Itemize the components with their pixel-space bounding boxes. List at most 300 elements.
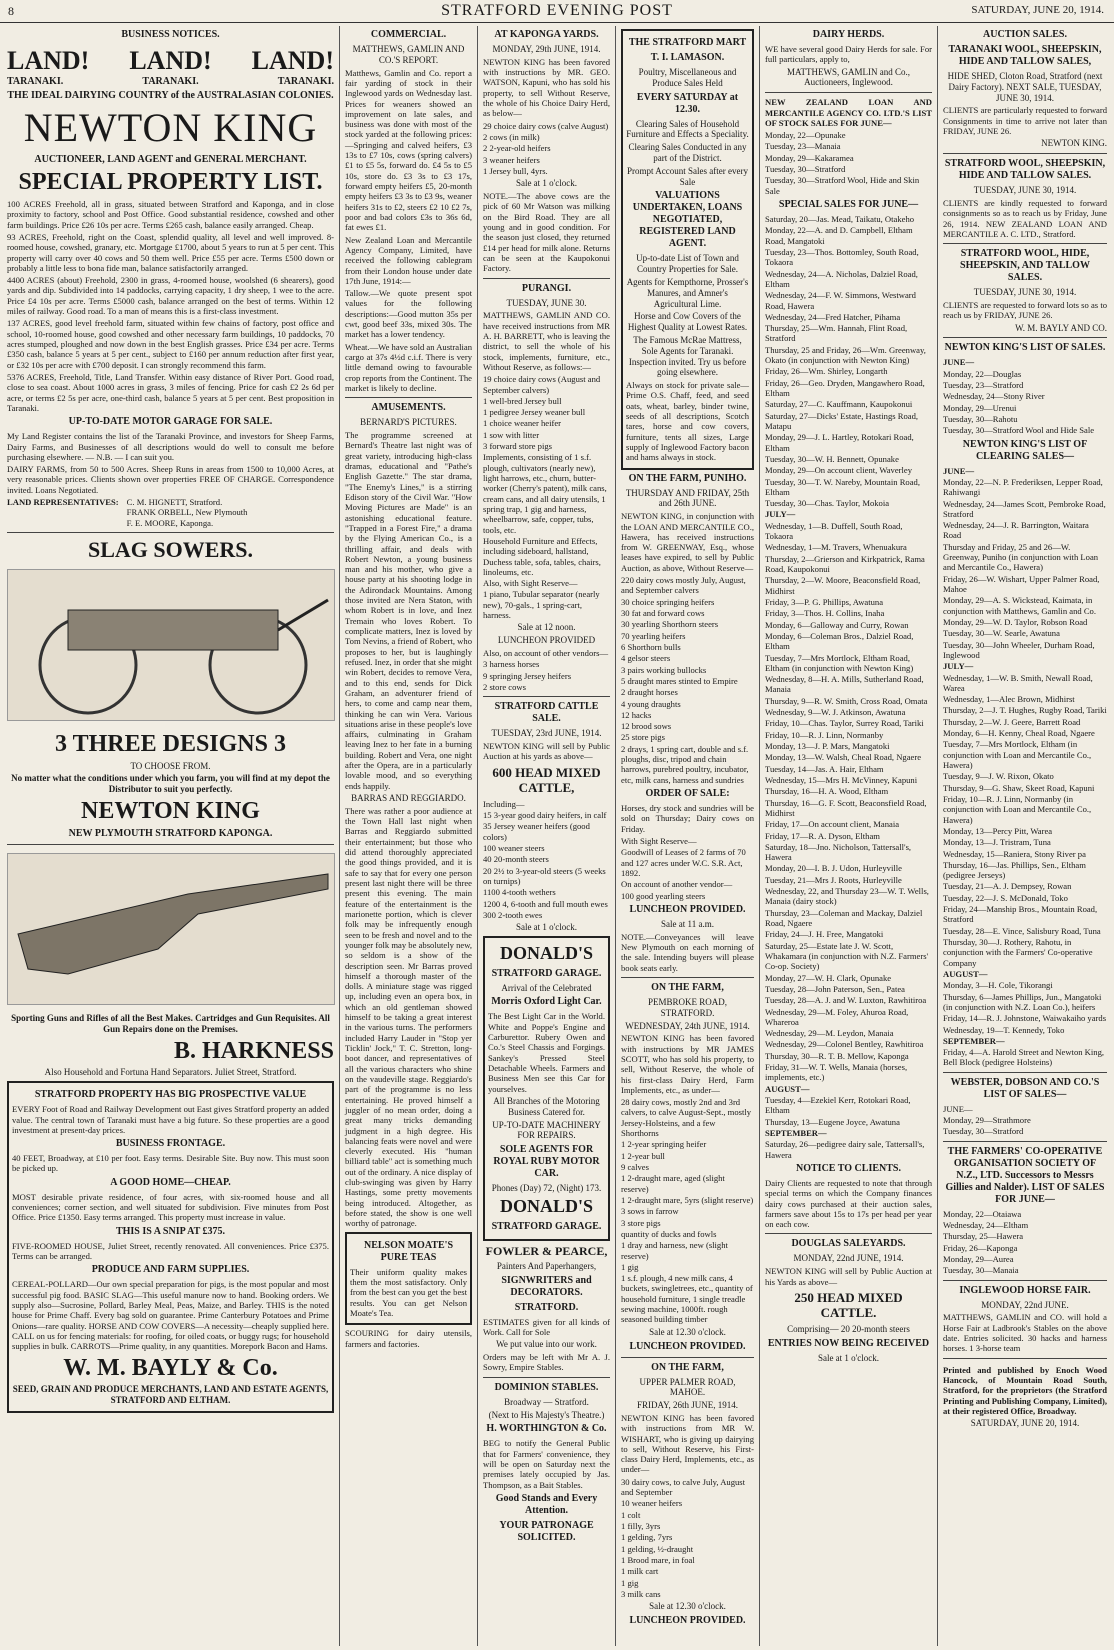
list-item: Friday, 24—J. H. Free, Mangatoki xyxy=(765,929,884,940)
list-item: Tuesday, 30—Stratford Wool, Hide and Skin Sale xyxy=(765,175,920,196)
list-item: Thursday, 6—James Phillips, Jun., Mangatoki (in conjunction with N.Z. Loan Co.), heifers xyxy=(943,991,1102,1012)
list-item: 2 2-year-old heifers xyxy=(483,143,551,154)
column-commercial xyxy=(340,26,478,1646)
sale-date: TUESDAY, 23rd JUNE, 1914. xyxy=(491,728,602,739)
list-item: 1 gig xyxy=(621,1577,639,1588)
list-item: 3 harness horses xyxy=(483,659,540,670)
list-item: 1 pedigree Jersey weaner bull xyxy=(483,407,586,418)
list-item: 12 brood sows xyxy=(621,721,672,732)
month-label: AUGUST— xyxy=(765,1083,810,1094)
good-text: Good Stands and Every Attention. xyxy=(495,1492,598,1516)
list-item: Tuesday, 30—T. W. Nareby, Mountain Road, Eltham xyxy=(765,476,920,497)
list-item: Friday, 31—W. T. Wells, Manaia (horses, implements, etc.) xyxy=(765,1062,908,1083)
list-item: 20 2½ to 3-year-old steers (5 weeks on turnips) xyxy=(483,865,606,887)
paragraph: NEWTON KING has been favored with instructions from MR W. WISHART, who is giving up dairying to sell, Without Reserve, his First-class Dairy Herd, Implements, etc., as under— xyxy=(621,1412,754,1475)
taranaki-word: TARANAKI. xyxy=(277,76,334,88)
land-banner xyxy=(7,45,334,76)
list-item: Wednesday, 29—M. Foley, Ahuroa Road, Whareroa xyxy=(765,1006,909,1027)
list-item: Thursday, 9—G. Shaw, Skeet Road, Kapuni xyxy=(943,782,1095,793)
month-label: JULY— xyxy=(765,509,796,520)
paragraph: MATTHEWS, GAMLIN AND CO. have received instructions from MR A. H. BARRETT, who is leaving the district, to sell the whole of his stock, implements, furniture, etc., Without Reserve, as follows:— xyxy=(483,310,610,372)
list-item: Friday, 3—Thos. H. Collins, Inaha xyxy=(765,608,885,619)
list-item: 1 milk cart xyxy=(621,1566,659,1577)
land-word: LAND! xyxy=(129,46,212,75)
value-text: We put value into our work. xyxy=(496,1339,597,1350)
list-item: 3 weaner heifers xyxy=(483,154,540,165)
garage-title: STRATFORD GARAGE. xyxy=(491,1220,602,1232)
list-item: Tuesday, 28—E. Vince, Salisbury Road, Tuna xyxy=(943,925,1101,936)
mart-line: Horse and Cow Covers of the Highest Quality at Lowest Rates. xyxy=(627,311,748,333)
list-item: Wednesday, 8—H. A. Mills, Sutherland Road, Manaia xyxy=(765,674,924,695)
farm-heading: ON THE FARM, xyxy=(651,1361,724,1373)
list-item: Wednesday, 24—Eltham xyxy=(943,1220,1029,1231)
mart-line: VALUATIONS UNDERTAKEN, LOANS NEGOTIATED, REGISTERED LAND AGENT. xyxy=(632,190,743,250)
paragraph: There was rather a poor audience at the Town Hall last night when Barras and Reggiardo submitted their entertainment; but those who did attend thoroughly appreciated the good things provided, and it is safe to say that for every one person present last night there will be three present this evening. The main feature of the entertainment is the marionette portion, which is clever folk may be infrequently enough seen to be fresh and novel and to the younger folk may be absolutely new, so seldom is a show of the description seen. Mr Barras proved himself a thorough master of the dolls. A miniature stage was rigged up, including even an opera box, in which an old gentleman showed himself to be taking a great interest in the various turns. The performers included Harry Lauder in "Stop yer Ticklin' Jock," T. C. Stretton, long-boot dancer, and representatives of all the various characters who shine on the vaudeville stage. Reggiardo's part of the programme is no less entertaining. He proved himself a juggler of no mean order, doing a great many tricks demanding judgment in a high degree. His balancing feats were novel and were cleverly executed. His "human billiard table" act is something much out of the ordinary. A nice display of club-swinging was given by Harry Hastings, some pretty movements being introduced. Altogether, as before stated, the show is one well worthy of patronage. xyxy=(345,805,472,1229)
dairy-herds-heading: DAIRY HERDS. xyxy=(812,29,885,40)
signature: NEWTON KING. xyxy=(1041,138,1107,149)
list-item: Monday, 22—N. P. Frederiksen, Lepper Road, Rahiwangi xyxy=(943,476,1103,498)
list-item: Tuesday, 4—Ezekiel Kerr, Rotokari Road, Eltham xyxy=(765,1095,911,1116)
register-text: My Land Register contains the list of the Taranaki Province, and investors for Sheep Farms, Dairy Farms, and Businesses of all descriptions would do well to consult me before purchasing elsewhere. — N.B. — I can suit you. xyxy=(7,431,334,462)
taranaki-wool-heading: TARANAKI WOOL, SHEEPSKIN, HIDE AND TALLOW SALES, xyxy=(948,44,1102,67)
list-item: 30 dairy cows, to calve July, August and September xyxy=(621,1476,746,1498)
listing: 5376 ACRES, Freehold, Title, Land Transfer. Within easy distance of River Port. Good road, close to sea coast. About 1000 acres in grass, 3 miles of fencing. Price for cash £2 2s 6d per acre, or terms £2 5s per acre, one-third cash, balance 5 years at 5 per cent. Best proposition in Taranaki. xyxy=(7,371,334,413)
list-item: Thursday, 2—J. T. Hughes, Rugby Road, Tariki xyxy=(943,705,1107,716)
list-item: Friday, 3—P. G. Phillips, Awatuna xyxy=(765,596,884,607)
list-item: LUNCHEON PROVIDED xyxy=(497,635,596,646)
list-item: Tuesday, 23—Manaia xyxy=(765,141,841,152)
mart-line: Poultry, Miscellaneous and Produce Sales Held xyxy=(638,67,737,88)
bayly-sub: SEED, GRAIN AND PRODUCE MERCHANTS, LAND AND ESTATE AGENTS, STRATFORD AND ELTHAM. xyxy=(12,1384,329,1406)
list-item: Monday, 6—H. Kenny, Cheal Road, Ngaere xyxy=(943,728,1095,739)
list-item: 3 milk cans xyxy=(621,1588,661,1599)
choose-text: TO CHOOSE FROM. xyxy=(130,760,211,771)
month-label: SEPTEMBER— xyxy=(765,1127,827,1138)
no-matter-text: No matter what the conditions under which you farm, you will find at my depot the Distributor to suit you perfectly. xyxy=(11,773,330,795)
sale-date: MONDAY, 22nd JUNE. xyxy=(981,1299,1069,1310)
list-item: Wednesday, 19—T. Kennedy, Toko xyxy=(943,1024,1065,1035)
list-item: Friday, 10—Chas. Taylor, Surrey Road, Tariki xyxy=(765,718,924,729)
donalds-title: DONALD'S xyxy=(499,1195,593,1216)
signature: MATTHEWS, GAMLIN and Co., Auctioneers, Inglewood. xyxy=(787,66,910,88)
list-item: Saturday, 26—pedigree dairy sale, Tattersall's, Hawera xyxy=(765,1139,925,1160)
big-250-heading: 250 HEAD MIXED CATTLE. xyxy=(794,1289,903,1321)
list-item: Friday, 4—A. Harold Street and Newton King, Bell Block (pedigree Holsteins) xyxy=(943,1047,1105,1068)
listing: 4400 ACRES (about) Freehold, 2300 in grass, 4-roomed house, woolshed (6 shearers), good yards and dip. Subdivided into 14 paddocks, carrying capacity, 1 dry sheep, 1 wee to the acre. Price £4 10s per acre. Terms £5000 cash, balance arranged on the best of terms. Within 12 miles of railway. Good road. To a man of means this is a first-class investment. xyxy=(7,275,334,317)
amusements-heading: AMUSEMENTS. xyxy=(371,402,446,414)
section-heading: BUSINESS NOTICES. xyxy=(121,29,220,40)
month-label: JUNE— xyxy=(943,357,975,368)
list-item: Friday, 24—Manship Bros., Mountain Road, Stratford xyxy=(943,904,1098,925)
frontage-text: 40 FEET, Broadway, at £10 per foot. Easy terms. Desirable Site. Buy now. This must soon be picked up. xyxy=(12,1153,329,1174)
list-item: 6 Shorthorn bulls xyxy=(621,641,681,652)
list-item: Tuesday, 28—A. J. and W. Luxton, Rawhitiroa xyxy=(765,995,927,1006)
paragraph: WE have several good Dairy Herds for sale. For full particulars, apply to, xyxy=(765,44,932,65)
list-item: 9 calves xyxy=(621,1162,649,1173)
paragraph: The programme screened at Bernard's Theatre last night was of great variety, introducing high-class dramas, educational and "Pathe's English Gazette." The star drama, "The Enemy's Lines," is a stirring Edison story of the Civil War. "How Moving Pictures are Made" is an astonishing educational feature. "Trapped in a Forest Fire," a drama by the Flying American Co., is a thrilling affair, and deals with Robert Newton, a young business man and his mother, who give a house party at his shooting lodge in the Adirondack Mountains. Among those invited are Nera Staton, with whom Robert is in love, and Inez Tremain who loves Robert. To complicate matters, Inez is loved by Tom Nevins, a friend of Robert, who proposes to her, but is laughingly refused. Inez, in order that she might win Robert, decides to remove Vera, and to this end, sends for Dick Graham, an adventurer friend of hers, to come and camp near them, thinking he can win Vera. Various situations arise in these people's love affairs, culminating in Graham leaving Inez to her fate in a burning building. Robert and Vera, one night after the Opera, are in a particularly lovable mood, and so everything ends happily. xyxy=(345,430,472,791)
cattle-sale-heading: STRATFORD CATTLE SALE. xyxy=(494,701,599,725)
mart-line: Clearing Sales of Household Furniture and Effects a Speciality. xyxy=(626,118,749,140)
firm-role: AUCTIONEER, LAND AGENT and GENERAL MERCHANT. xyxy=(34,154,307,166)
list-item: 300 2-tooth ewes xyxy=(483,909,543,920)
list-item: 1 colt xyxy=(621,1509,641,1520)
garage-heading: UP-TO-DATE MOTOR GARAGE FOR SALE. xyxy=(68,416,273,428)
phones-text: Phones (Day) 72, (Night) 173. xyxy=(491,1183,602,1194)
list-item: Tuesday, 21—Mrs J. Roots, Hurleyville xyxy=(765,874,902,885)
auction-sales-heading: AUCTION SALES. xyxy=(983,29,1067,40)
list-item: 3 store pigs xyxy=(621,1217,661,1228)
frontage-heading: BUSINESS FRONTAGE. xyxy=(115,1138,226,1150)
machinery-text: UP-TO-DATE MACHINERY FOR REPAIRS. xyxy=(492,1119,601,1141)
list-item: Also, on account of other vendors— xyxy=(483,647,609,658)
list-item: 12 hacks xyxy=(621,709,652,720)
webster-heading: WEBSTER, DOBSON AND CO.'S LIST OF SALES— xyxy=(950,1076,1100,1100)
harkness-name: B. HARKNESS xyxy=(173,1037,334,1064)
list-item: Thursday, 30—R. T. B. Mellow, Kaponga xyxy=(765,1050,909,1061)
list-item: Tuesday, 23—Thos. Bottomley, South Road, Tokaora xyxy=(765,246,919,268)
rep: FRANK ORBELL, New Plymouth xyxy=(126,507,248,518)
list-item: 9 springing Jersey heifers xyxy=(483,670,572,681)
list-item: 1 2-year bull xyxy=(621,1150,665,1161)
scouring-text: SCOURING for dairy utensils, farmers and factories. xyxy=(345,1328,472,1349)
land-word: LAND! xyxy=(7,46,90,75)
list-item: Wednesday, 1—Alec Brown, Midhirst xyxy=(943,694,1075,705)
paragraph: Wheat.—We have sold an Australian cargo at 37s 4½d c.i.f. There is very little demand owing to favourable crop reports from the Continent. The market is likely to decline. xyxy=(345,341,472,393)
list-item: quantity of ducks and fowls xyxy=(621,1228,717,1239)
month-label: JUNE— xyxy=(943,465,975,476)
rep: F. E. MOORE, Kaponga. xyxy=(126,517,214,528)
list-item: Friday, 10—R. J. Linn, Normanby xyxy=(765,729,884,740)
imprint-date: SATURDAY, JUNE 20, 1914. xyxy=(970,1418,1080,1429)
list-item: 2 store cows xyxy=(483,681,526,692)
luncheon-text: LUNCHEON PROVIDED. xyxy=(629,1615,746,1627)
dominion-title: DOMINION STABLES. xyxy=(494,1381,599,1393)
paragraph: NEWTON KING will sell by Public Auction at his Yards as above— xyxy=(765,1266,932,1287)
agents-text: SOLE AGENTS FOR ROYAL RUBY MOTOR CAR. xyxy=(493,1144,600,1180)
list-item: 2 draught horses xyxy=(621,687,678,698)
land-word: LAND! xyxy=(251,46,334,75)
list-item: 1 gelding, ½-draught xyxy=(621,1543,694,1554)
stratford-text: STRATFORD. xyxy=(514,1301,579,1313)
listing: 93 ACRES, Freehold, right on the Coast, splendid quality, all level and well improved. 8-roomed house, cowshed, granary, etc. Mortgage £1700, about 5 years to run at 5 per cent. This property will carry over 40 cows and 50 them well. Price £55 per acre. Terms £500 down or probably a little less to bona fide man, balance satisfactorily arranged. xyxy=(7,231,334,273)
list-item: Sale at 12.30 o'clock. xyxy=(649,1601,726,1612)
sale-date: WEDNESDAY, 24th JUNE, 1914. xyxy=(625,1020,750,1031)
list-item: Tuesday, 7—Mrs Mortlock, Eltham (in conjunction with Loan and Mercantile Co., Hawera) xyxy=(943,739,1092,771)
next-text: (Next to His Majesty's Theatre.) xyxy=(488,1409,605,1420)
list-item: JUNE— xyxy=(943,1103,973,1114)
list-item: Friday, 26—Geo. Dryden, Mangawhero Road, Eltham xyxy=(765,377,925,399)
fowler-title: FOWLER & PEARCE, xyxy=(485,1243,608,1258)
list-item: Tuesday, 30—Chas. Taylor, Mokoia xyxy=(765,498,890,509)
list-item: 1200 4, 6-tooth and full mouth ewes xyxy=(483,898,608,909)
list-item: 30 yearling Shorthorn steers xyxy=(621,619,719,630)
list-item: Saturday, 18—Jno. Nicholson, Tattersall's, Hawera xyxy=(765,841,912,863)
mart-line: The Famous McRae Mattress, Sole Agents for Taranaki. Inspection invited. Try us before going elsewhere. xyxy=(628,334,747,378)
firm-name-2: NEWTON KING xyxy=(81,797,260,824)
sale-time: Sale at 1 o'clock. xyxy=(817,1352,880,1363)
list-item: 3 forward store pigs xyxy=(483,441,552,452)
list-item: Tuesday, 30—John Wheeler, Durham Road, Inglewood xyxy=(943,639,1095,660)
mart-title: THE STRATFORD MART xyxy=(628,37,747,48)
puniho-heading: ON THE FARM, PUNIHO. xyxy=(628,472,747,484)
list-item: Tuesday, 23—Stratford xyxy=(943,380,1024,391)
big-600-heading: 600 HEAD MIXED CATTLE, xyxy=(492,764,601,796)
reps-label: LAND REPRESENTATIVES: xyxy=(7,497,119,508)
list-item: Monday, 29—W. D. Taylor, Robson Road xyxy=(943,616,1088,627)
list-item: Tuesday, 30—Stratford xyxy=(943,1126,1024,1137)
list-item: Thursday, 16—Jas. Phillips, Sen., Eltham (pedigree Jerseys) xyxy=(943,859,1086,881)
list-item: Monday, 13—J. P. Mars, Mangatoki xyxy=(765,741,890,752)
taranaki-row xyxy=(7,76,334,88)
list-item: Wednesday, 29—M. Leydon, Manaia xyxy=(765,1028,894,1039)
list-item: 1 2-year springing heifer xyxy=(621,1139,707,1150)
list-item: 30 fat and forward cows xyxy=(621,608,705,619)
list-item: Wednesday, 24—James Scott, Pembroke Road, Stratford xyxy=(943,498,1106,519)
list-item: Thursday, 16—G. F. Scott, Beaconsfield Road, Midhirst xyxy=(765,797,927,818)
list-item: Monday, 13—Percy Pitt, Warea xyxy=(943,825,1053,836)
snap-text: FIVE-ROOMED HOUSE, Juliet Street, recently renovated. All conveniences. Price £375. Terms can be arranged. xyxy=(12,1240,329,1262)
road-text: UPPER PALMER ROAD, MAHOE. xyxy=(639,1376,736,1398)
list-item: Monday, 29—Strathmore xyxy=(943,1115,1031,1126)
mart-line: Agents for Kempthorne, Prosser's Manures, and Amner's Agricultural Lime. xyxy=(626,276,749,309)
list-item: Tuesday, 7—Mrs Mortlock, Eltham Road, Eltham (in conjunction with Newton King) xyxy=(765,652,914,673)
donalds-ad xyxy=(483,936,610,1240)
list-item: Monday, 29—Urenui xyxy=(943,402,1017,413)
list-item: 220 dairy cows mostly July, August, and September calvers xyxy=(621,575,746,596)
paragraph: ESTIMATES given for all kinds of Work. Call for Sole xyxy=(483,1316,610,1338)
list-item: Monday, 6—Galloway and Curry, Rowan xyxy=(765,619,909,630)
mart-line: Prompt Account Sales after every Sale xyxy=(627,165,748,187)
list-item: Tuesday, 30—W. H. Bennett, Opunake xyxy=(765,453,899,464)
patronage-text: YOUR PATRONAGE SOLICITED. xyxy=(499,1519,594,1543)
prospective-text: EVERY Foot of Road and Railway Development out East gives Stratford property an added value. The central town of Taranaki must have a big future. So these properties are a good investment at present-day prices. xyxy=(12,1104,329,1135)
harkness-sub: Also Household and Fortuna Hand Separators. Juliet Street, Stratford. xyxy=(44,1067,297,1078)
paragraph: BEG to notify the General Public that for Farmers' convenience, they will be open on Saturday next the premises lately occupied by Jas. Thompson, as a Bait Stables. xyxy=(483,1438,610,1490)
order-heading: ORDER OF SALE: xyxy=(645,788,730,800)
garage-title: STRATFORD GARAGE. xyxy=(491,967,602,979)
paragraph: MATTHEWS, GAMLIN and CO. will hold a Horse Fair at Ladbrook's Stables on the above date. Entries solicited. 30 hacks and harness horses. 1 3-horse team xyxy=(943,1312,1107,1354)
horse-fair-heading: INGLEWOOD HORSE FAIR. xyxy=(959,1284,1091,1296)
paragraph: NEWTON KING, in conjunction with the LOAN AND MERCANTILE CO., Hawera, has received instructions from W. GREENWAY, Esq., whose leases have expired, to sell by Public Auction, as above, Without Reserve— xyxy=(621,511,754,573)
nelson-title: NELSON MOATE'S PURE TEAS xyxy=(364,1239,453,1263)
arrival-text: Arrival of the Celebrated xyxy=(501,982,592,993)
farm-heading: ON THE FARM, xyxy=(651,981,724,993)
douglas-heading: DOUGLAS SALEYARDS. xyxy=(791,1238,906,1250)
column-dairy-herds xyxy=(760,26,938,1646)
column-kaponga xyxy=(478,26,616,1646)
bayly-name: W. M. BAYLY & Co. xyxy=(63,1354,278,1381)
paragraph: Dairy Clients are requested to note that through special terms on which the Company finances dairy cows purchased at their auction sales, farmers save about 15s to 17s per head per year on each cow. xyxy=(765,1177,932,1230)
list-item: 30 choice springing heifers xyxy=(621,596,715,607)
list-item: Thursday, 30—J. Rothery, Rahotu, in conjunction with the Farmers' Co-operative Company xyxy=(943,937,1093,968)
list-item: Household Furniture and Effects, including sideboard, hallstand, Duchess table, sofa, tables, chairs, linoleums, etc. xyxy=(483,535,601,577)
list-item: 1 gig xyxy=(621,1261,639,1272)
paragraph: CLIENTS are particularly requested to forward Consignments in time to arrive not later than FRIDAY, JUNE 26. xyxy=(943,105,1107,137)
list-item: Thursday, 9—R. W. Smith, Cross Road, Omata xyxy=(765,695,928,706)
sale-date: MONDAY, 29th JUNE, 1914. xyxy=(492,44,601,54)
sale-date: THURSDAY AND FRIDAY, 25th and 26th JUNE. xyxy=(625,487,750,509)
nelson-ad xyxy=(345,1232,472,1326)
list-item: Monday, 13—W. Walsh, Cheal Road, Ngaere xyxy=(765,752,922,763)
list-item: 5 draught mares stinted to Empire xyxy=(621,675,738,686)
list-item: Wednesday, 22, and Thursday 23—W. T. Wells, Manaia (dairy stock) xyxy=(765,886,929,907)
morris-title: Morris Oxford Light Car. xyxy=(491,996,602,1008)
month-label: JULY— xyxy=(943,661,974,672)
list-item: 1 2-draught mare, 5yrs (slight reserve) xyxy=(621,1194,754,1205)
snap-heading: THIS IS A SNIP AT £375. xyxy=(115,1225,226,1237)
list-item: 19 choice dairy cows (August and September calvers) xyxy=(483,374,601,395)
column-auction-sales xyxy=(938,26,1112,1646)
tagline: THE IDEAL DAIRYING COUNTRY of the AUSTRALASIAN COLONIES. xyxy=(7,90,334,102)
signature: W. M. BAYLY AND CO. xyxy=(1015,322,1107,333)
slag-sower-illustration xyxy=(7,569,335,721)
list-item: Wednesday, 24—J. R. Barrington, Waitara Road xyxy=(943,520,1089,541)
list-item: 1 dray and harness, new (slight reserve) xyxy=(621,1240,728,1261)
list-item: Tuesday, 30—Manaia xyxy=(943,1265,1019,1276)
list-item: Wednesday, 29—Colonel Bentley, Rawhitiroa xyxy=(765,1039,924,1050)
nk-list-heading: NEWTON KING'S LIST OF SALES. xyxy=(944,342,1106,354)
mart-ad xyxy=(621,29,754,470)
slag-sowers-heading: SLAG SOWERS. xyxy=(87,537,254,563)
home-heading: A GOOD HOME—CHEAP. xyxy=(110,1176,231,1188)
list-item: Tuesday, 30—Stratford Wool and Hide Sale xyxy=(943,425,1095,436)
imprint: Printed and published by Enoch Wood Hancock, of Mountain Road South, Stratford, for the proprietors (the Stratford Printing and Publishing Company, Limited), at their registered Office, Broadway. xyxy=(943,1364,1107,1416)
list-item: Monday, 29—On account client, Waverley xyxy=(765,465,913,476)
mart-line: Up-to-date List of Town and Country Properties for Sale. xyxy=(636,253,739,275)
comprising-text: Comprising— 20 20-month steers xyxy=(787,1324,910,1335)
month-label: SEPTEMBER— xyxy=(943,1035,1005,1046)
pictures-heading: BERNARD'S PICTURES. xyxy=(360,417,457,428)
paragraph: NEWTON KING has been favored with instructions by MR JAMES SCOTT, who has sold his property, to sell, Without Reserve, the whole of his first-class Dairy Herd, Farm Implements, etc., as under— xyxy=(621,1033,754,1095)
road-text: PEMBROKE ROAD, STRATFORD. xyxy=(647,996,727,1018)
list-item: With Sight Reserve— xyxy=(621,835,697,846)
paragraph: CLIENTS are requested to forward lots so as to reach us by FRIDAY, JUNE 26. xyxy=(943,299,1107,321)
list-item: Sale at 12 noon. xyxy=(517,622,576,633)
list-item: 2 drays, 1 spring cart, double and s.f. ploughs, disc, tripod and chain harrows, purebred poultry, incubator, etc, milk cans, harness and sundries xyxy=(621,743,749,785)
painters-text: Painters And Paperhangers, xyxy=(496,1260,597,1271)
page-number: 8 xyxy=(8,4,14,18)
list-item: Monday, 29—A. S. Wickstead, Kaimata, in conjunction with Matthews, Gamlin and Co. xyxy=(943,595,1096,616)
list-item: Tuesday, 30—W. Searle, Awatuna xyxy=(943,628,1060,639)
list-item: Friday, 10—R. J. Linn, Normanby (in conjunction with Loan and Mercantile Co., Hawera) xyxy=(943,793,1092,825)
list-item: Tuesday, 22—J. S. McDonald, Toko xyxy=(943,892,1068,903)
luncheon-text: LUNCHEON PROVIDED. xyxy=(629,903,746,915)
list-item: On account of another vendor— xyxy=(621,879,733,890)
list-item: Monday, 22—Otaiawa xyxy=(943,1208,1022,1219)
listing: 137 ACRES, good level freehold farm, situated within few chains of factory, post office and school, 10-roomed house, good cowshed and other necessary farm buildings, 10 paddocks, 70 acres stumped, ploughed and now down in the best English grasses. Price £34 per acre. Terms £350 cash, balance 5 years at 5 per cent., subject to £160 per annum reduction after first year, or £32 10s per acre with £700 deposit. I can strongly recommend this farm. xyxy=(7,318,334,370)
list-item: Tuesday, 30—Stratford xyxy=(765,164,846,175)
column-mart xyxy=(616,26,760,1646)
list-item: 1 piano, Tubular separator (nearly new), 70-gals., 1 spring-cart, harness. xyxy=(483,589,600,621)
entries-text: ENTRIES NOW BEING RECEIVED xyxy=(767,1337,930,1349)
prospective-heading: STRATFORD PROPERTY HAS BIG PROSPECTIVE VALUE xyxy=(34,1089,307,1101)
towns: NEW PLYMOUTH STRATFORD KAPONGA. xyxy=(68,827,273,839)
list-item: Friday, 26—Kaponga xyxy=(943,1242,1018,1253)
column-newton-king xyxy=(2,26,340,1646)
guns-text: Sporting Guns and Rifles of all the Best Makes. Cartridges and Gun Requisites. All Gun Repairs done on the Premises. xyxy=(11,1013,330,1034)
list-item: Friday, 14—R. J. Johnstone, Waiwakaiho yards xyxy=(943,1013,1107,1024)
signwriters-text: SIGNWRITERS and DECORATORS. xyxy=(501,1274,592,1298)
list-item: Monday, 29—Kakaramea xyxy=(765,152,854,163)
worthington-title: H. WORTHINGTON & Co. xyxy=(486,1423,607,1435)
masthead xyxy=(0,0,1114,23)
sale-date: TUESDAY, JUNE 30, 1914. xyxy=(973,287,1077,298)
nelson-text: Their uniform quality makes them the most satisfactory. Only from the best can you get the best results. You can get Nelson Moate's Tea. xyxy=(350,1266,467,1318)
list-item: Wednesday, 1—W. B. Smith, Newall Road, Warea xyxy=(943,672,1093,693)
list-item: 100 good yearling steers xyxy=(621,890,706,901)
paragraph: New Zealand Loan and Mercantile Agency Company, Limited, have received the following cablegram from their London house under date 17th June, 1914:— xyxy=(345,234,472,286)
month-label: AUGUST— xyxy=(943,968,988,979)
list-item: Thursday, 13—Eugene Joyce, Awatuna xyxy=(765,1116,900,1127)
list-item: Thursday, 16—H. A. Wood, Eltham xyxy=(765,786,889,797)
newspaper-title: STRATFORD EVENING POST xyxy=(441,2,673,19)
sale-time: Sale at 11 a.m. xyxy=(661,918,714,929)
list-item: Saturday, 20—Jas. Mead, Taikatu, Otakeho xyxy=(765,214,915,225)
broadway-text: Broadway — Stratford. xyxy=(504,1396,589,1407)
barras-heading: BARRAS AND REGGIARDO. xyxy=(351,793,466,804)
list-item: Also, with Sight Reserve— xyxy=(483,578,578,589)
list-item: Thursday and Friday, 25 and 26—W. Greenway, Puniho (in conjunction with Loan and Mercantile Co., Hawera) xyxy=(943,541,1099,573)
list-item: Monday, 22—A. and D. Campbell, Eltham Road, Mangatoki xyxy=(765,225,913,246)
list-item: Friday, 26—Wm. Shirley, Longarth xyxy=(765,366,888,377)
list-item: 25 store pigs xyxy=(621,732,665,743)
list-item: Monday, 29—J. L. Hartley, Rotokari Road, Eltham xyxy=(765,432,914,453)
list-item: Wednesday, 24—Fred Hatcher, Pihama xyxy=(765,311,901,322)
list-item: 40 20-month steers xyxy=(483,854,549,865)
list-item: 4 young draughts xyxy=(621,698,681,709)
list-item: Wednesday, 1—M. Travers, Whenuakura xyxy=(765,542,907,553)
list-item: 3 sows in farrow xyxy=(621,1206,679,1217)
list-item: Monday, 29—Aurea xyxy=(943,1253,1014,1264)
produce-text: CEREAL-POLLARD—Our own special preparation for pigs, is the most popular and most successful pig food. BASIC SLAG—This useful manure now to hand. Booking orders. We supply also—Sucrosine, Pollard, Barley Meal, Peas, Maize, and Barley. THIS is the noted house for Prime Chaff. Every bag sold on guarantee. Prime Canterbury Potatoes and Prime Onions—rare quality. HORSE AND COW COVERS—A necessity—cheaply supplied here. CALL on us for fencing materials: for roofing, for oiled coats, or buggy rugs; for household supplies in bulk. CARROTS—Prime quality, in any quantities. Morepork Bacon and Hams. xyxy=(12,1279,329,1352)
issue-date: SATURDAY, JUNE 20, 1914. xyxy=(971,4,1104,16)
list-item: 1 s.f. plough, 4 new milk cans, 4 buckets, swingletrees, etc., quantity of household furniture, 1 single treadle sewing machine, 1000ft. rough seasoned building timber xyxy=(621,1273,753,1325)
list-item: Friday, 17—On account client, Manaia xyxy=(765,819,900,830)
list-item: 1 sow with litter xyxy=(483,429,540,440)
paragraph: Tallow.—We quote present spot values for the following descriptions:—Good mutton 35s per cwt, good beef 33s, mixed 30s. The market has a lower tendency. xyxy=(345,288,472,340)
list-item: Thursday, 23—Coleman and Mackay, Dalziel Road, Ngaere xyxy=(765,907,923,929)
list-item: Goodwill of Leases of 2 farms of 70 and 127 acres under W.C. S.R. Act, 1892. xyxy=(621,847,746,878)
paragraph: Matthews, Gamlin and Co. report a fair yarding of stock in their Inglewood yards on Wednesday last. Prices for weaners showed an improvement on late sales, and business was done with most of the stock yarded at the following prices:—Springing and calved heifers, £3 13s to £7 10s, cows (spring calvers) £1 to £5 5s, forward do. £4 5s to £5 10s, store do. £3 3s to £3 17s, forward empty heifers £5, 20-month empty heifers £3 3s to £3 9s, weaner heifers 31s to £2, steers £2 10 £2 7s, poor and bad colors £3s to 36s 6d, fat ewes £1. xyxy=(345,67,472,233)
list-item: Friday, 17—R. A. Dyson, Eltham xyxy=(765,830,880,841)
list-item: Thursday, 2—W. J. Geere, Barrett Road xyxy=(943,716,1081,727)
notice-heading: NOTICE TO CLIENTS. xyxy=(796,1162,901,1174)
list-item: 1100 4-tooth wethers xyxy=(483,887,556,898)
hide-shed-text: HIDE SHED, Cloton Road, Stratford (next Dairy Factory). NEXT SALE, TUESDAY, JUNE 30, 1914. xyxy=(947,71,1103,103)
list-item: Wednesday, 24—Stony River xyxy=(943,391,1045,402)
branches-text: All Branches of the Motoring Business Catered for. xyxy=(493,1095,600,1117)
list-item: Monday, 20—I. B. J. Udon, Hurleyville xyxy=(765,863,902,874)
nzl-heading: NEW ZEALAND LOAN AND MERCANTILE AGENCY CO. LTD.'S LIST OF STOCK SALES FOR JUNE— xyxy=(765,97,932,128)
paragraph: Orders may be left with Mr A. J. Sowry, Empire Stables. xyxy=(483,1352,610,1373)
list-item: Tuesday, 30—Rahotu xyxy=(943,413,1018,424)
produce-heading: PRODUCE AND FARM SUPPLIES. xyxy=(91,1264,250,1276)
list-item: Friday, 26—W. Wishart, Upper Palmer Road, Mahoe xyxy=(943,573,1100,595)
list-item: Thursday, 2—W. Moore, Beaconsfield Road, Midhirst xyxy=(765,575,921,596)
stratford-wool-heading: STRATFORD WOOL, HIDE, SHEEPSKIN, AND TALLOW SALES. xyxy=(960,248,1090,284)
sale-date: TUESDAY, JUNE 30. xyxy=(506,297,587,308)
report-heading: MATTHEWS, GAMLIN AND CO.'S REPORT. xyxy=(352,44,465,65)
list-item: 35 Jersey weaner heifers (good colors) xyxy=(483,821,590,842)
nk-clearing-heading: NEWTON KING'S LIST OF CLEARING SALES— xyxy=(962,438,1088,462)
paragraph: NOTE.—The above cows are the pick of 60 Mr Watson was milking on the Bird Road. They are all young and in good condition. For the season just closed, they returned £14 per head for milk alone. Returns can be seen at the Kaupokonui Factory. xyxy=(483,191,610,274)
list-item: Monday, 13—J. Tristram, Tuna xyxy=(943,837,1051,848)
paragraph: Horses, dry stock and sundries will be sold on Thursday; Dairy cows on Friday. xyxy=(621,803,754,834)
donalds-title: DONALD'S xyxy=(499,943,593,964)
list-item: Implements, consisting of 1 s.f. plough, cultivators (nearly new), light harrows, etc., churn, butter-worker (Cherry's patent), milk cans, cream cans, and all dairy utensils, 1 spring trap, 1 gig and harness, wheelbarrow, safe, copper, tubs, tools, etc. xyxy=(483,452,607,535)
list-item: Saturday, 25—Estate late J. W. Scott, Whakamara (in conjunction with N.Z. Farmers' Co-op. Society) xyxy=(765,940,929,972)
sale-date: TUESDAY, JUNE 30, 1914. xyxy=(973,185,1077,196)
